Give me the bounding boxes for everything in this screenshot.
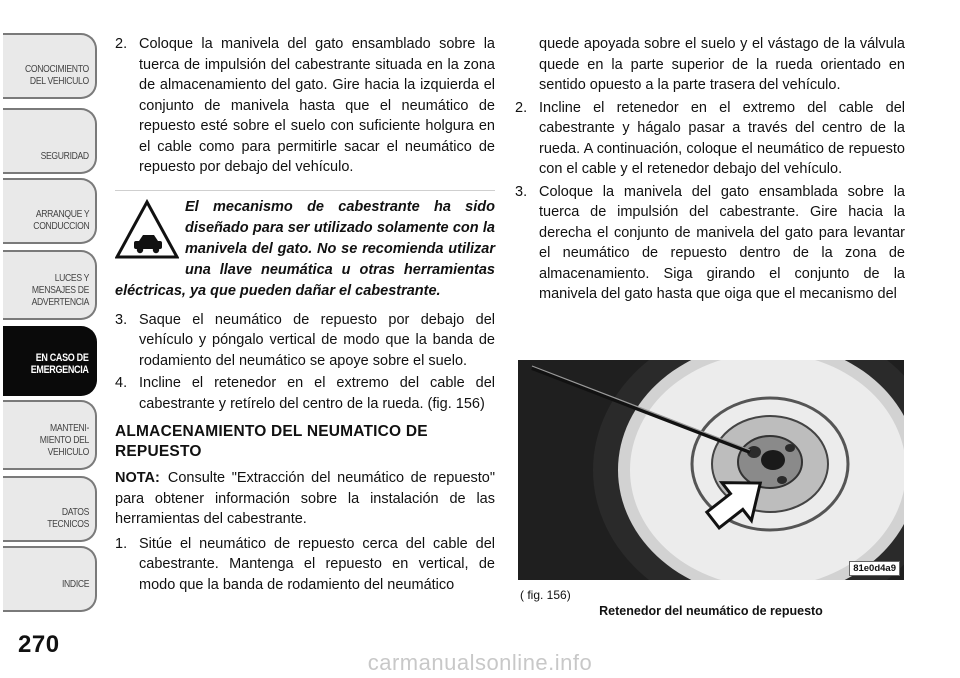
- tab-label: CONOCIMIENTO DEL VEHICULO: [25, 63, 89, 87]
- note: [115, 468, 495, 530]
- note-label: NOTA:: [115, 470, 160, 486]
- item-number: 1.: [115, 535, 128, 552]
- tab-en-caso-de-emergencia[interactable]: [3, 326, 97, 396]
- warning-box: [115, 190, 495, 302]
- list-item: [115, 373, 495, 414]
- item-number: 2.: [115, 36, 128, 52]
- list-item: [115, 34, 495, 178]
- left-column: [115, 34, 495, 597]
- list-item: [515, 182, 905, 305]
- item-number: 2.: [515, 99, 528, 116]
- tab-seguridad[interactable]: [3, 108, 97, 174]
- divider: [115, 190, 495, 191]
- item-number: 3.: [515, 183, 528, 200]
- item-text: Sitúe el neumático de repuesto cerca del cable del cabestrante. Mantenga el repuesto en vertical, de modo que la banda de rodamiento del neumático: [139, 535, 495, 593]
- tab-label: MANTENI- MIENTO DEL VEHICULO: [39, 422, 89, 458]
- figure-caption: Retenedor del neumático de repuesto: [599, 604, 823, 618]
- tab-arranque-y-conduccion[interactable]: [3, 178, 97, 244]
- figure-code: 81e0d4a9: [849, 561, 900, 576]
- tab-label: ARRANQUE Y CONDUCCION: [32, 208, 89, 232]
- tab-conocimiento-del-vehiculo[interactable]: [3, 33, 97, 99]
- tab-mantenimiento-del-vehiculo[interactable]: [3, 400, 97, 470]
- tab-datos-tecnicos[interactable]: [3, 476, 97, 542]
- spare-tire-illustration: [518, 360, 904, 580]
- tab-indice[interactable]: [3, 546, 97, 612]
- figure-reference: ( fig. 156): [520, 588, 571, 602]
- watermark: carmanualsonline.info: [367, 650, 593, 675]
- item-text: Coloque la manivela del gato ensamblado sobre la tuerca de impulsión del cabestrante situada en la zona de almacenamiento del gato. Gire hacia la izquierda el conjunto de manivela hasta que el neumático de repuesto esté sobre el suelo con suficiente holgura en el cable como para permitirle sacar el neumático de repuesto por debajo del vehículo.: [139, 36, 495, 175]
- tab-label: EN CASO DE EMERGENCIA: [31, 352, 89, 376]
- tab-label: LUCES Y MENSAJES DE ADVERTENCIA: [31, 272, 89, 308]
- tab-label: DATOS TECNICOS: [47, 506, 89, 530]
- tab-label: SEGURIDAD: [40, 150, 89, 162]
- figure-spare-tire-retainer: [518, 360, 904, 580]
- item-text: Saque el neumático de repuesto por debajo del vehículo y póngalo vertical de modo que la banda de rodamiento del neumático se apoye sobre el suelo.: [139, 311, 495, 369]
- item-number: 3.: [115, 311, 128, 328]
- item-number: 4.: [115, 375, 128, 391]
- item-text: Incline el retenedor en el extremo del cable del cabestrante y retírelo del centro de la rueda. (fig. 156): [139, 375, 495, 412]
- item-text: Incline el retenedor en el extremo del cable del cabestrante y hágalo pasar a través del centro de la rueda. A continuación, coloque el neumático de repuesto con el cable y el retenedor debajo del vehículo.: [539, 99, 905, 177]
- note-text: Consulte "Extracción del neumático de repuesto" para obtener información sobre la instalación de las herramientas del cabestrante.: [115, 470, 495, 527]
- list-item: [115, 534, 495, 596]
- list-item: [115, 310, 495, 372]
- warning-icon: [115, 199, 179, 261]
- continued-text: quede apoyada sobre el suelo y el vástago de la válvula quede en la parte superior de la rueda orientado en sentido opuesto a la parte trasera del vehículo.: [539, 36, 905, 93]
- list-item: [515, 98, 905, 180]
- section-title: ALMACENAMIENTO DEL NEUMATICO DE REPUESTO: [115, 423, 428, 460]
- item-text: Coloque la manivela del gato ensamblada sobre la tuerca de impulsión del cabestrante. Gire hacia la derecha el conjunto de manivela del gato para levantar el neumático de repuesto dentro de la zona de almacenamiento. Siga girando el conjunto de la manivela del gato hasta que oiga que el mecanismo del: [539, 183, 905, 302]
- right-column: [515, 34, 905, 307]
- warning-text: El mecanismo de cabestrante ha sido diseñado para ser utilizado solamente con la manivela del gato. No se recomienda utilizar una llave neumática u otras herramientas eléctricas, ya que pueden dañar el cabestrante.: [115, 198, 495, 299]
- tab-label: INDICE: [61, 578, 89, 590]
- tab-luces-y-mensajes[interactable]: [3, 250, 97, 320]
- page-number: 270: [18, 631, 60, 658]
